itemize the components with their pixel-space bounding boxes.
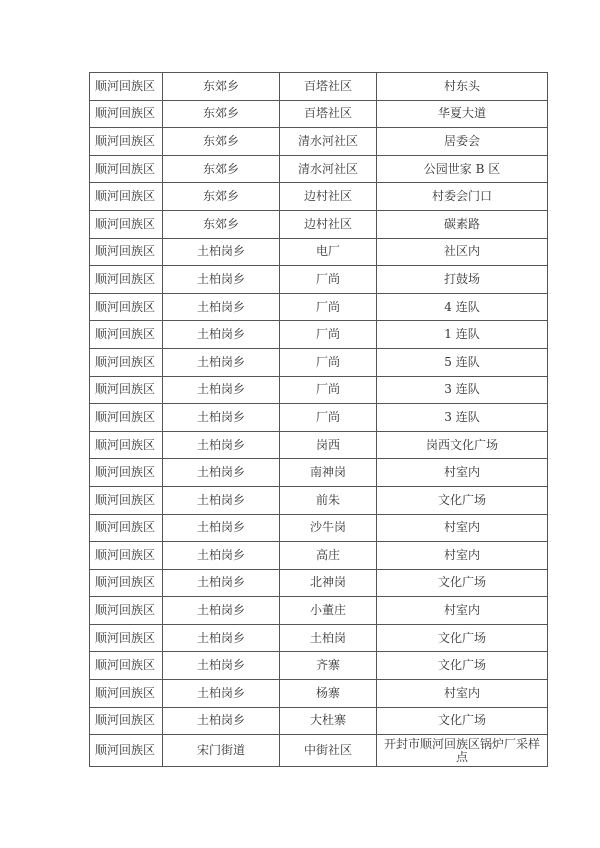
- district-cell: 顺河回族区: [90, 348, 163, 376]
- district-cell: 顺河回族区: [90, 100, 163, 128]
- community-cell: 边村社区: [280, 183, 377, 211]
- district-cell: 顺河回族区: [90, 542, 163, 570]
- table-body: [90, 73, 548, 767]
- district-cell: 顺河回族区: [90, 597, 163, 625]
- township-cell: 土柏岗乡: [163, 293, 280, 321]
- community-cell: 清水河社区: [280, 128, 377, 156]
- site-cell: 社区内: [377, 238, 548, 266]
- community-cell: 边村社区: [280, 210, 377, 238]
- site-cell: 村委会门口: [377, 183, 548, 211]
- community-cell: 厂尚: [280, 348, 377, 376]
- township-cell: 土柏岗乡: [163, 652, 280, 680]
- district-cell: 顺河回族区: [90, 486, 163, 514]
- table-row: [90, 597, 548, 625]
- site-cell: 村室内: [377, 680, 548, 708]
- township-cell: 东郊乡: [163, 100, 280, 128]
- table-row: [90, 376, 548, 404]
- township-cell: 土柏岗乡: [163, 542, 280, 570]
- site-cell: 岗西文化广场: [377, 431, 548, 459]
- township-cell: 土柏岗乡: [163, 321, 280, 349]
- table-row: [90, 404, 548, 432]
- site-cell: 村东头: [377, 73, 548, 101]
- table-row: [90, 100, 548, 128]
- township-cell: 东郊乡: [163, 155, 280, 183]
- district-cell: 顺河回族区: [90, 707, 163, 735]
- district-cell: 顺河回族区: [90, 183, 163, 211]
- district-cell: 顺河回族区: [90, 652, 163, 680]
- community-cell: 沙牛岗: [280, 514, 377, 542]
- district-cell: 顺河回族区: [90, 376, 163, 404]
- township-cell: 土柏岗乡: [163, 597, 280, 625]
- site-cell: 文化广场: [377, 707, 548, 735]
- community-cell: 厂尚: [280, 404, 377, 432]
- district-cell: 顺河回族区: [90, 431, 163, 459]
- table-row: [90, 542, 548, 570]
- township-cell: 土柏岗乡: [163, 404, 280, 432]
- township-cell: 土柏岗乡: [163, 486, 280, 514]
- community-cell: 厂尚: [280, 376, 377, 404]
- site-cell: 1 连队: [377, 321, 548, 349]
- site-cell: 文化广场: [377, 652, 548, 680]
- district-cell: 顺河回族区: [90, 735, 163, 767]
- township-cell: 土柏岗乡: [163, 348, 280, 376]
- site-cell: 3 连队: [377, 404, 548, 432]
- table-row: [90, 321, 548, 349]
- community-cell: 南神岗: [280, 459, 377, 487]
- district-cell: 顺河回族区: [90, 210, 163, 238]
- community-cell: 厂尚: [280, 266, 377, 294]
- community-cell: 岗西: [280, 431, 377, 459]
- district-cell: 顺河回族区: [90, 514, 163, 542]
- sampling-site-table: [89, 72, 548, 767]
- table-row: [90, 183, 548, 211]
- community-cell: 厂尚: [280, 293, 377, 321]
- district-cell: 顺河回族区: [90, 459, 163, 487]
- table-row: [90, 293, 548, 321]
- site-cell: 公园世家 B 区: [377, 155, 548, 183]
- table-row: [90, 128, 548, 156]
- table-row: [90, 624, 548, 652]
- township-cell: 土柏岗乡: [163, 680, 280, 708]
- district-cell: 顺河回族区: [90, 624, 163, 652]
- district-cell: 顺河回族区: [90, 238, 163, 266]
- community-cell: 厂尚: [280, 321, 377, 349]
- community-cell: 中街社区: [280, 735, 377, 767]
- table-row: [90, 459, 548, 487]
- site-cell: 开封市顺河回族区锅炉厂采样点: [377, 735, 548, 767]
- district-cell: 顺河回族区: [90, 128, 163, 156]
- site-cell: 居委会: [377, 128, 548, 156]
- table-row: [90, 348, 548, 376]
- township-cell: 东郊乡: [163, 210, 280, 238]
- township-cell: 东郊乡: [163, 73, 280, 101]
- township-cell: 东郊乡: [163, 183, 280, 211]
- district-cell: 顺河回族区: [90, 404, 163, 432]
- community-cell: 大杜寨: [280, 707, 377, 735]
- table-row: [90, 266, 548, 294]
- district-cell: 顺河回族区: [90, 321, 163, 349]
- district-cell: 顺河回族区: [90, 293, 163, 321]
- township-cell: 土柏岗乡: [163, 707, 280, 735]
- township-cell: 土柏岗乡: [163, 376, 280, 404]
- township-cell: 宋门街道: [163, 735, 280, 767]
- table-row: [90, 431, 548, 459]
- site-cell: 村室内: [377, 597, 548, 625]
- table-row: [90, 514, 548, 542]
- community-cell: 齐寨: [280, 652, 377, 680]
- district-cell: 顺河回族区: [90, 680, 163, 708]
- table-row: [90, 238, 548, 266]
- table-row: [90, 155, 548, 183]
- site-cell: 文化广场: [377, 569, 548, 597]
- district-cell: 顺河回族区: [90, 266, 163, 294]
- township-cell: 土柏岗乡: [163, 514, 280, 542]
- table-row: [90, 680, 548, 708]
- community-cell: 土柏岗: [280, 624, 377, 652]
- community-cell: 百塔社区: [280, 100, 377, 128]
- community-cell: 北神岗: [280, 569, 377, 597]
- district-cell: 顺河回族区: [90, 155, 163, 183]
- site-cell: 5 连队: [377, 348, 548, 376]
- table-row: [90, 735, 548, 767]
- site-cell: 文化广场: [377, 486, 548, 514]
- township-cell: 土柏岗乡: [163, 459, 280, 487]
- community-cell: 高庄: [280, 542, 377, 570]
- table-row: [90, 652, 548, 680]
- district-cell: 顺河回族区: [90, 73, 163, 101]
- township-cell: 土柏岗乡: [163, 266, 280, 294]
- community-cell: 小董庄: [280, 597, 377, 625]
- site-cell: 村室内: [377, 514, 548, 542]
- township-cell: 土柏岗乡: [163, 238, 280, 266]
- site-cell: 村室内: [377, 542, 548, 570]
- table-row: [90, 486, 548, 514]
- site-cell: 华夏大道: [377, 100, 548, 128]
- table-row: [90, 569, 548, 597]
- site-cell: 3 连队: [377, 376, 548, 404]
- community-cell: 电厂: [280, 238, 377, 266]
- table-row: [90, 73, 548, 101]
- community-cell: 前朱: [280, 486, 377, 514]
- site-cell: 文化广场: [377, 624, 548, 652]
- site-cell: 4 连队: [377, 293, 548, 321]
- site-cell: 碳素路: [377, 210, 548, 238]
- table-row: [90, 707, 548, 735]
- site-cell: 打鼓场: [377, 266, 548, 294]
- table-row: [90, 210, 548, 238]
- township-cell: 土柏岗乡: [163, 431, 280, 459]
- community-cell: 清水河社区: [280, 155, 377, 183]
- township-cell: 土柏岗乡: [163, 624, 280, 652]
- township-cell: 东郊乡: [163, 128, 280, 156]
- district-cell: 顺河回族区: [90, 569, 163, 597]
- community-cell: 杨寨: [280, 680, 377, 708]
- community-cell: 百塔社区: [280, 73, 377, 101]
- township-cell: 土柏岗乡: [163, 569, 280, 597]
- site-cell: 村室内: [377, 459, 548, 487]
